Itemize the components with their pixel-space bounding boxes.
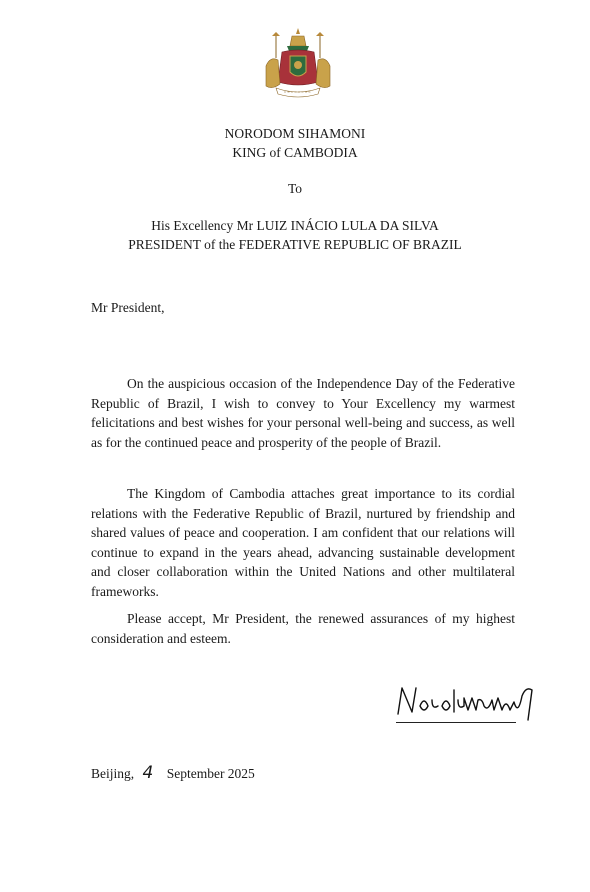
date-line: [91, 763, 255, 783]
signature-line: [396, 722, 516, 723]
salutation: Mr President,: [91, 300, 165, 315]
sender-block: [0, 124, 590, 162]
paragraph-1: [91, 374, 515, 452]
to-label: To: [287, 181, 303, 196]
date-place: Beijing,: [91, 766, 135, 781]
paragraph-2: [91, 484, 515, 601]
date-day-handwritten: 4: [142, 763, 154, 783]
recipient-name: His Excellency Mr LUIZ INÁCIO LULA DA SILVA: [151, 218, 439, 233]
sender-title: KING of CAMBODIA: [232, 145, 358, 160]
sender-name: NORODOM SIHAMONI: [224, 126, 366, 141]
recipient-block: [0, 216, 590, 254]
paragraph-text: On the auspicious occasion of the Independence Day of the Federative Republic of Brazil, I wish to convey to Your Excellency my warmest felicitations and best wishes for your personal well-being and success, as well as for the continued peace and prosperity of the people of Brazil.: [91, 376, 515, 450]
royal-coat-of-arms-icon: [262, 26, 334, 102]
date-month-year: September 2025: [166, 766, 255, 781]
paragraph-text: Please accept, Mr President, the renewed assurances of my highest consideration and esteem.: [91, 611, 515, 646]
paragraph-3: [91, 609, 515, 648]
paragraph-text: The Kingdom of Cambodia attaches great importance to its cordial relations with the Federative Republic of Brazil, nurtured by friendship and shared values of peace and cooperation. I am confident that our relations will continue to expand in the years ahead, advancing sustainable development and closer collaboration within the United Nations and other multilateral frameworks.: [91, 486, 515, 599]
handwritten-signature: [392, 676, 542, 726]
recipient-title: PRESIDENT of the FEDERATIVE REPUBLIC OF BRAZIL: [128, 237, 462, 252]
